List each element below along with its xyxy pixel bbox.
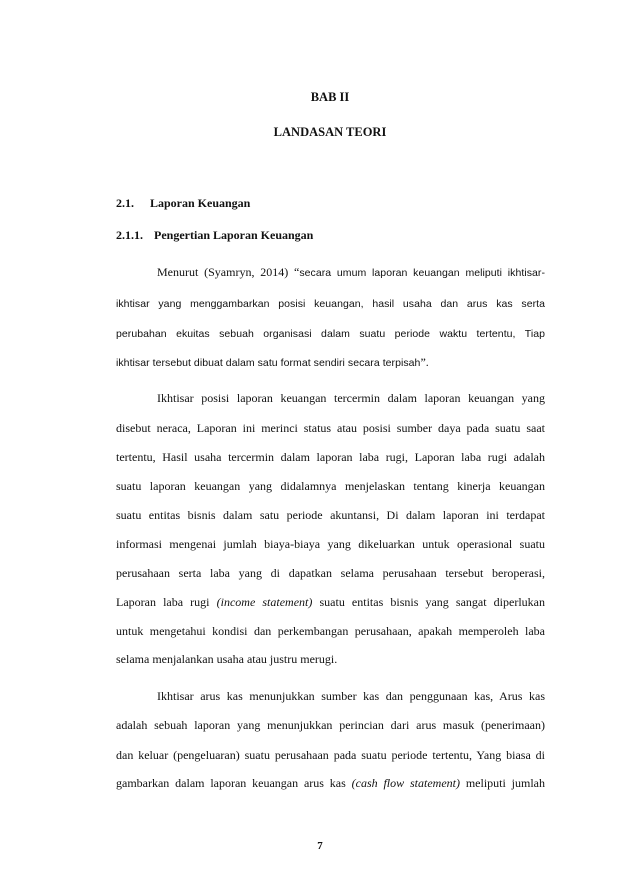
section-title: Laporan Keuangan bbox=[150, 196, 251, 210]
paragraph-line: informasi mengenai jumlah biaya-biaya yang dikeluarkan untuk operasional suatu bbox=[116, 537, 545, 551]
paragraph-line bbox=[116, 296, 545, 311]
paragraph-line bbox=[116, 595, 545, 609]
italic-term: (cash flow statement) bbox=[351, 776, 460, 790]
paragraph-line: dan keluar (pengeluaran) suatu perusahaan pada suatu periode tertentu, Yang biasa di bbox=[116, 748, 545, 762]
chapter-number: BAB II bbox=[310, 90, 350, 104]
paragraph-line: adalah sebuah laporan yang menunjukkan perincian dari arus masuk (penerimaan) bbox=[116, 718, 545, 732]
italic-term: (income statement) bbox=[216, 595, 313, 609]
paragraph-line: suatu laporan keuangan yang didalamnya menjelaskan tentang kinerja keuangan bbox=[116, 479, 545, 493]
paragraph-line bbox=[157, 265, 545, 280]
paragraph-line: tertentu, Hasil usaha tercermin dalam laporan laba rugi, Laporan laba rugi adalah bbox=[116, 450, 545, 464]
paragraph-line: untuk mengetahui kondisi dan perkembangan perusahaan, apakah memperoleh laba bbox=[116, 624, 545, 638]
quoted-text: ikhtisar yang menggambarkan posisi keuangan, hasil usaha dan arus kas serta bbox=[116, 298, 545, 310]
line-text: meliputi jumlah bbox=[459, 776, 545, 790]
paragraph-line bbox=[116, 355, 545, 370]
paragraph-line bbox=[116, 776, 545, 790]
paragraph-line: disebut neraca, Laporan ini merinci status atau posisi sumber daya pada suatu saat bbox=[116, 421, 545, 435]
paragraph-line bbox=[116, 326, 545, 341]
quoted-text: ikhtisar tersebut dibuat dalam satu format sendiri secara terpisah bbox=[116, 357, 421, 369]
paragraph-line: Ikhtisar posisi laporan keuangan tercermin dalam laporan keuangan yang bbox=[157, 391, 545, 405]
subsection-title: Pengertian Laporan Keuangan bbox=[154, 228, 314, 242]
paragraph-line: perusahaan serta laba yang di dapatkan selama perusahaan tersebut beroperasi, bbox=[116, 566, 545, 580]
section-number: 2.1. bbox=[116, 196, 134, 210]
line-text: Laporan laba rugi bbox=[116, 595, 217, 609]
chapter-title: LANDASAN TEORI bbox=[273, 125, 387, 139]
quoted-text: secara umum laporan keuangan meliputi ikhtisar- bbox=[299, 267, 545, 279]
quoted-text: perubahan ekuitas sebuah organisasi dalam suatu periode waktu tertentu, Tiap bbox=[116, 328, 545, 340]
citation-text: Menurut (Syamryn, 2014) “ bbox=[157, 265, 300, 279]
subsection-number: 2.1.1. bbox=[116, 228, 143, 242]
line-text: suatu entitas bisnis yang sangat diperlukan bbox=[312, 595, 545, 609]
page-number: 7 bbox=[317, 840, 323, 852]
paragraph-line: suatu entitas bisnis dalam satu periode akuntansi, Di dalam laporan ini terdapat bbox=[116, 508, 545, 522]
paragraph-line: selama menjalankan usaha atau justru merugi. bbox=[116, 652, 338, 666]
quote-close: ”. bbox=[420, 355, 429, 369]
section-heading bbox=[116, 196, 250, 211]
line-text: gambarkan dalam laporan keuangan arus kas bbox=[116, 776, 352, 790]
subsection-heading bbox=[116, 228, 313, 243]
paragraph-line: Ikhtisar arus kas menunjukkan sumber kas dan penggunaan kas, Arus kas bbox=[157, 689, 545, 703]
